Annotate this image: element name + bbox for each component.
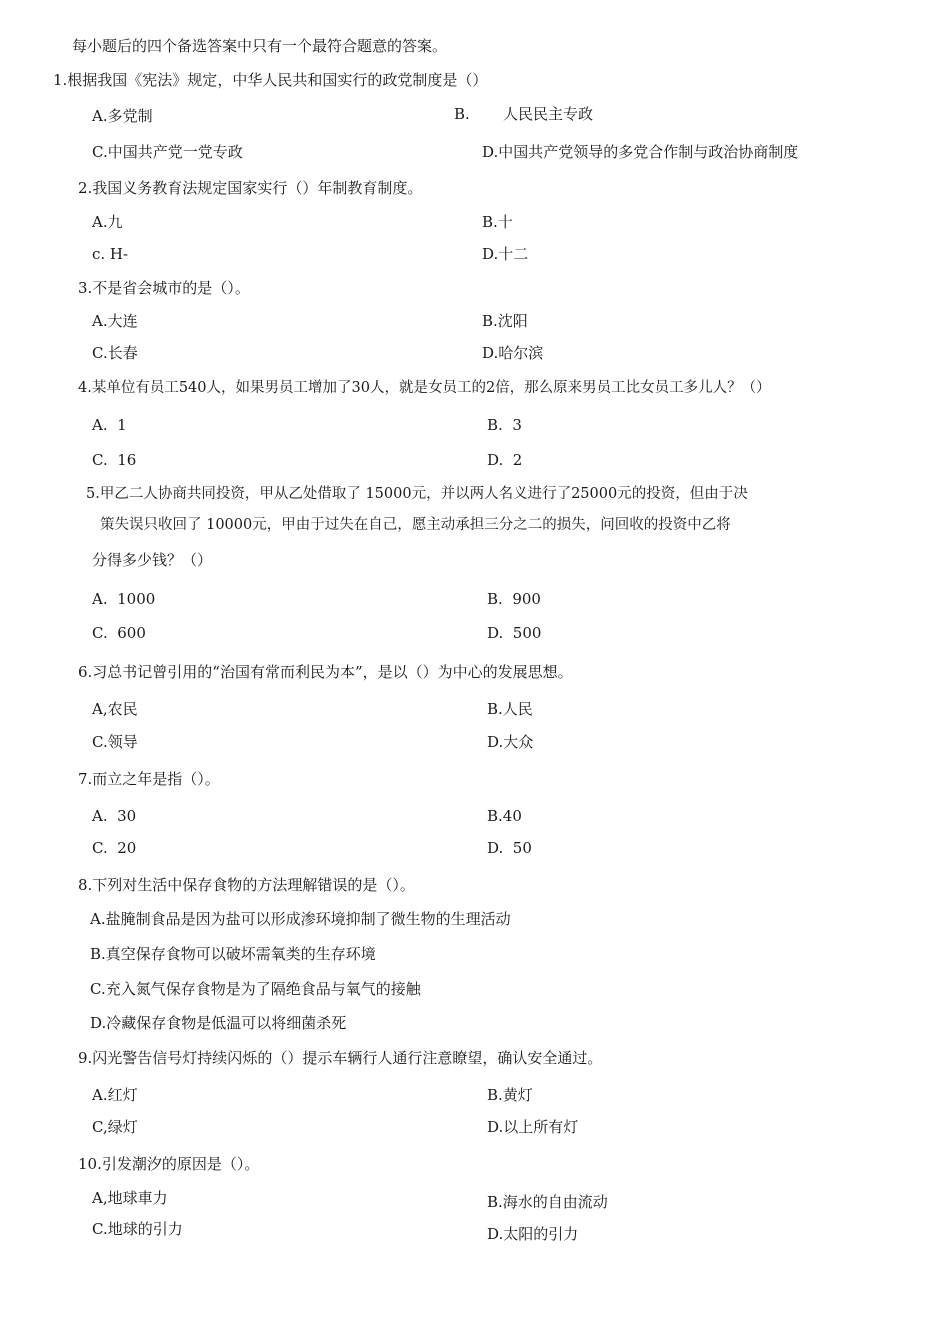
q10-option-b[interactable]: B.海水的自由流动: [487, 1193, 608, 1211]
q2-option-d[interactable]: D.十二: [482, 245, 529, 263]
q9-option-a[interactable]: A.红灯: [92, 1086, 138, 1104]
q4-option-c[interactable]: C. 16: [92, 451, 137, 469]
q9-option-c[interactable]: C,绿灯: [92, 1118, 138, 1136]
q7-option-b[interactable]: B.40: [487, 807, 522, 825]
q2-option-b[interactable]: B.十: [482, 213, 513, 231]
question-8: 8.下列对生活中保存食物的方法理解错误的是（）。: [78, 876, 415, 894]
q1-option-c[interactable]: C.中国共产党一党专政: [92, 143, 243, 161]
question-2: 2.我国义务教育法规定国家实行（）年制教育制度。: [78, 179, 423, 197]
q5-option-d[interactable]: D. 500: [487, 624, 542, 642]
q7-option-c[interactable]: C. 20: [92, 839, 137, 857]
q10-option-a[interactable]: A,地球車力: [92, 1189, 168, 1207]
q3-option-a[interactable]: A.大连: [92, 312, 138, 330]
q1-option-b-label[interactable]: B.: [454, 105, 470, 123]
question-6: 6.习总书记曾引用的“治国有常而利民为本”，是以（）为中心的发展思想。: [78, 663, 573, 681]
q5-option-a[interactable]: A. 1000: [92, 590, 156, 608]
q5-option-c[interactable]: C. 600: [92, 624, 146, 642]
q9-option-d[interactable]: D.以上所有灯: [487, 1118, 579, 1136]
q8-option-a[interactable]: A.盐腌制食品是因为盐可以形成渗环境抑制了微生物的生理活动: [90, 910, 511, 928]
q3-option-d[interactable]: D.哈尔滨: [482, 344, 544, 362]
question-5-line-2: 策失误只收回了 10000元，甲由于过失在自己，愿主动承担三分之二的损失，问回收的投资中乙将: [100, 517, 731, 533]
q7-option-a[interactable]: A. 30: [92, 807, 137, 825]
q1-option-d[interactable]: D.中国共产党领导的多党合作制与政治协商制度: [482, 143, 799, 161]
question-10: 10.引发潮汐的原因是（）。: [78, 1155, 260, 1173]
q1-option-b-text[interactable]: 人民民主专政: [503, 105, 594, 123]
q9-option-b[interactable]: B.黄灯: [487, 1086, 533, 1104]
question-3: 3.不是省会城市的是（）。: [78, 279, 250, 297]
q6-option-c[interactable]: C.领导: [92, 733, 138, 751]
q4-option-d[interactable]: D. 2: [487, 451, 523, 469]
question-1: 1.根据我国《宪法》规定，中华人民共和国实行的政党制度是（）: [53, 71, 488, 89]
q7-option-d[interactable]: D. 50: [487, 839, 532, 857]
q8-option-d[interactable]: D.冷藏保存食物是低温可以将细菌杀死: [90, 1014, 347, 1032]
q4-option-b[interactable]: B. 3: [487, 416, 522, 434]
q3-option-b[interactable]: B.沈阳: [482, 312, 528, 330]
question-7: 7.而立之年是指（）。: [78, 770, 220, 788]
question-5-line-3: 分得多少钱？（）: [92, 551, 213, 569]
instructions: 每小题后的四个备选答案中只有一个最符合题意的答案。: [72, 37, 448, 55]
q4-option-a[interactable]: A. 1: [92, 416, 127, 434]
question-5-line-1: 5.甲乙二人协商共同投资，甲从乙处借取了 15000元，并以两人名义进行了25000元的投资，但由于决: [86, 486, 748, 502]
q1-option-a[interactable]: A.多党制: [92, 107, 153, 125]
q6-option-a[interactable]: A,农民: [92, 700, 138, 718]
q8-option-b[interactable]: B.真空保存食物可以破坏需氧类的生存环境: [90, 945, 376, 963]
q10-option-d[interactable]: D.太阳的引力: [487, 1225, 579, 1243]
q6-option-d[interactable]: D.大众: [487, 733, 534, 751]
question-9: 9.闪光警告信号灯持续闪烁的（）提示车辆行人通行注意瞭望，确认安全通过。: [78, 1049, 603, 1067]
q10-option-c[interactable]: C.地球的引力: [92, 1220, 183, 1238]
q2-option-c[interactable]: c. H-: [92, 245, 129, 263]
q8-option-c[interactable]: C.充入氮气保存食物是为了隔绝食品与氧气的接触: [90, 980, 421, 998]
q6-option-b[interactable]: B.人民: [487, 700, 533, 718]
question-4: 4.某单位有员工540人，如果男员工增加了30人，就是女员工的2倍，那么原来男员工比女员工多儿人？（）: [78, 380, 771, 396]
q3-option-c[interactable]: C.长春: [92, 344, 138, 362]
q2-option-a[interactable]: A.九: [92, 213, 123, 231]
q5-option-b[interactable]: B. 900: [487, 590, 541, 608]
